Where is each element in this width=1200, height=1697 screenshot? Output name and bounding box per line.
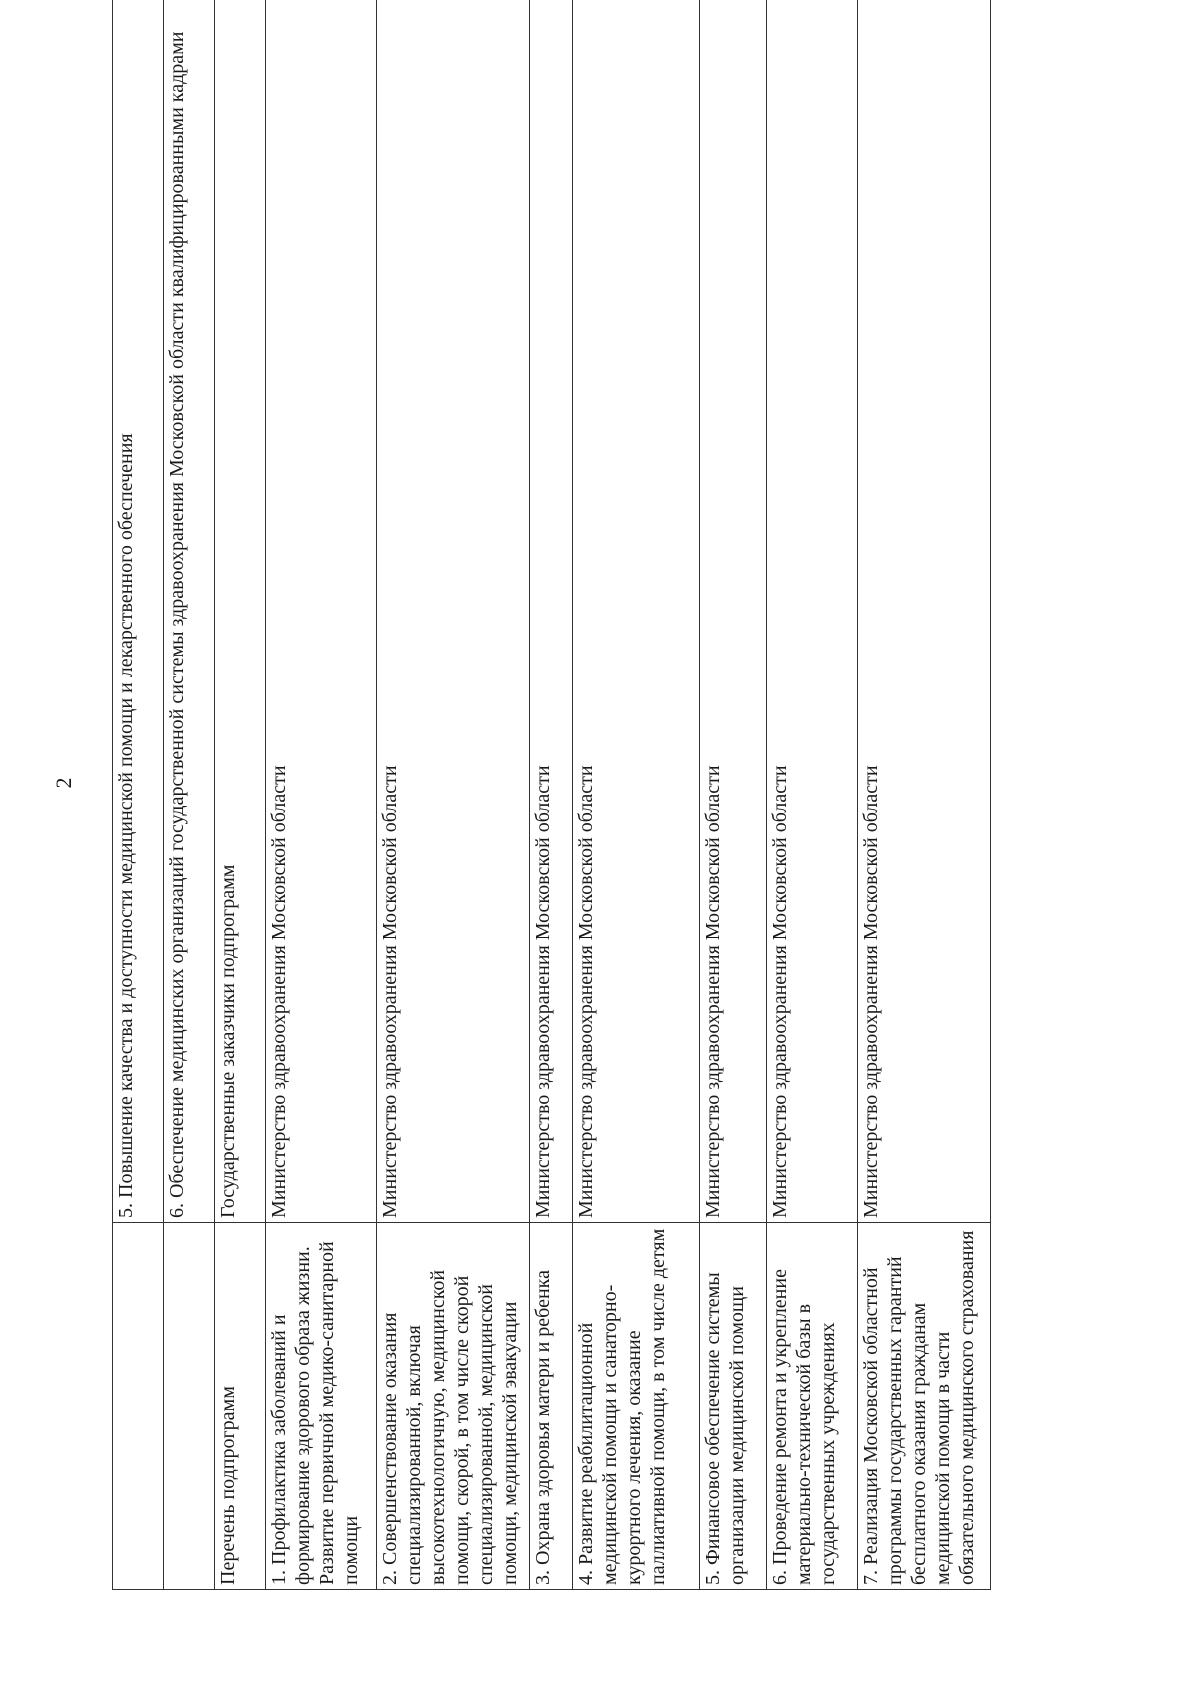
subprogram-name: 2. Совершенствование оказания специализированной, включая высокотехнологичную, медицинской помощи, скорой, в том числе скорой специализированной, медицинской помощи, медицинской эвакуации xyxy=(377,1223,530,1590)
table-row xyxy=(377,0,530,1590)
table-row xyxy=(266,0,377,1590)
goal-text: 5. Повышение качества и доступности медицинской помощи и лекарственного обеспечения xyxy=(113,0,164,1223)
subprogram-customer: Министерство здравоохранения Московской области xyxy=(767,0,858,1223)
rotated-page-content xyxy=(112,10,991,1590)
page-number: 2 xyxy=(51,777,76,789)
subprogram-customer: Министерство здравоохранения Московской области xyxy=(266,0,377,1223)
header-state-customers: Государственные заказчики подпрограмм xyxy=(215,0,266,1223)
subprogram-customer: Министерство здравоохранения Московской области xyxy=(377,0,530,1223)
table-row xyxy=(700,0,767,1590)
goal-row xyxy=(164,0,215,1590)
table-row xyxy=(858,0,991,1590)
subprograms-table xyxy=(112,0,991,1590)
subprogram-name: 6. Проведение ремонта и укрепление материально-технической базы в государственных учреждениях xyxy=(767,1223,858,1590)
table-row xyxy=(530,0,573,1590)
empty-cell xyxy=(164,1223,215,1590)
table-row xyxy=(767,0,858,1590)
subprogram-customer: Министерство здравоохранения Московской области xyxy=(573,0,700,1223)
subprogram-customer: Министерство здравоохранения Московской области xyxy=(700,0,767,1223)
subprogram-customer: Министерство здравоохранения Московской области xyxy=(530,0,573,1223)
table-row xyxy=(573,0,700,1590)
goal-text: 6. Обеспечение медицинских организаций государственной системы здравоохранения Московской области квалифицированными кадрами xyxy=(164,0,215,1223)
subprogram-name: 7. Реализация Московской областной программы государственных гарантий бесплатного оказания гражданам медицинской помощи в части обязательного медицинского страхования xyxy=(858,1223,991,1590)
empty-cell xyxy=(113,1223,164,1590)
header-subprograms-list: Перечень подпрограмм xyxy=(215,1223,266,1590)
subprogram-name: 5. Финансовое обеспечение системы организации медицинской помощи xyxy=(700,1223,767,1590)
subprogram-customer: Министерство здравоохранения Московской области xyxy=(858,0,991,1223)
subprogram-name: 4. Развитие реабилитационной медицинской помощи и санаторно-курортного лечения, оказание паллиативной помощи, в том числе детям xyxy=(573,1223,700,1590)
subprogram-name: 1. Профилактика заболеваний и формирование здорового образа жизни. Развитие первичной медико-санитарной помощи xyxy=(266,1223,377,1590)
table-header-row xyxy=(215,0,266,1590)
goal-row xyxy=(113,0,164,1590)
subprogram-name: 3. Охрана здоровья матери и ребенка xyxy=(530,1223,573,1590)
